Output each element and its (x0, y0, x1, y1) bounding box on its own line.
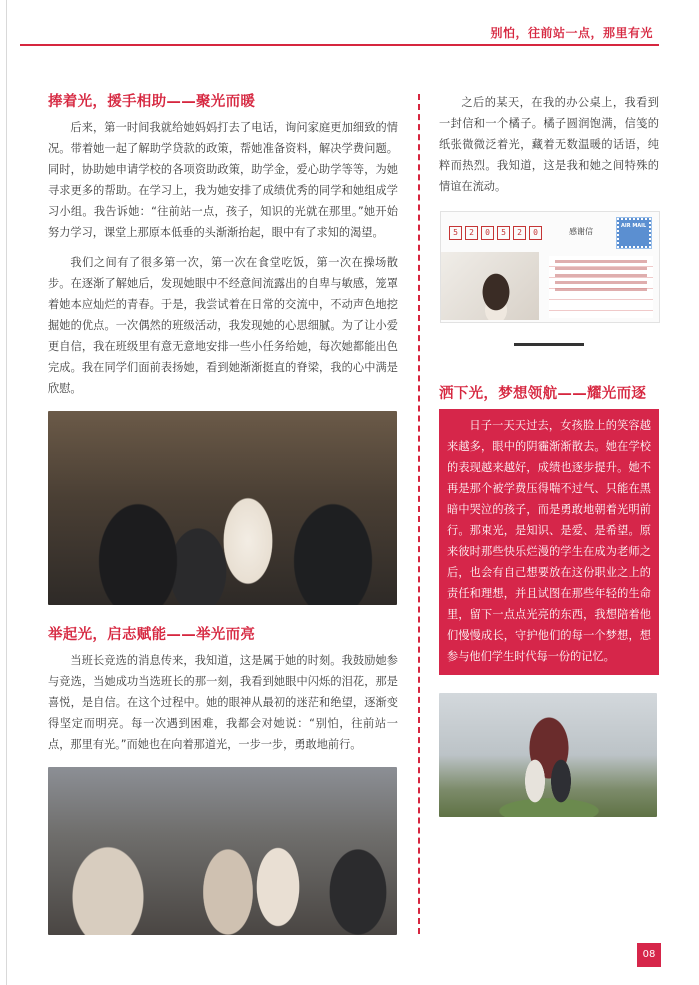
zip-digit: 5 (449, 226, 462, 240)
zip-digit: 2 (513, 226, 526, 240)
outdoor-sculpture-photo (439, 693, 657, 817)
paragraph: 我们之间有了很多第一次，第一次在食堂吃饭，第一次在操场散步。在逐渐了解她后，发现她眼中不经意间流露出的自卑与敏感，笼罩着她本应灿烂的青春。于是，我尝试着在日常的交流中，不动声色地挖掘她的优点。一次偶然的班级活动，我发现她的心思细腻。为了让小爱更自信，我在班级里有意无意地安排一些小任务给她，每次她都能出色完成。我在同学们面前表扬她，看到她渐渐挺直的脊梁，我的心中满是欣慰。 (48, 256, 398, 395)
section-spread-light (439, 382, 659, 675)
section-heading: 洒下光，梦想领航——耀光而逐 (439, 386, 647, 402)
section-heading: 举起光，启志赋能——举光而亮 (48, 627, 256, 643)
zip-digit: 2 (465, 226, 478, 240)
handwritten-note (549, 256, 653, 318)
right-column (439, 92, 659, 817)
left-column (48, 90, 398, 935)
airmail-stamp-icon (617, 218, 651, 248)
header-rule (20, 44, 659, 46)
section-heading: 捧着光，援手相助——聚光而暖 (48, 94, 256, 110)
paragraph: 日子一天天过去，女孩脸上的笑容越来越多，眼中的阴霾渐渐散去。她在学校的表现越来越好，成绩也逐步提升。她不再是那个被学费压得喘不过气、只能在黑暗中哭泣的孩子，而是勇敢地朝着光明前行。那束光，是知识、是爱、是希望。原来彼时那些快乐烂漫的学生在成为老师之后，也会有自己想要放在这份职业之上的责任和理想，并且试图在那些年轻的生命里，留下一点点光亮的东西，我想陪着他们慢慢成长，守护他们的每一个梦想，想参与他们学生时代每一份的记忆。 (447, 419, 651, 663)
running-header-title: 别怕，往前站一点，那里有光 (490, 26, 653, 40)
students-group-photo (48, 411, 397, 605)
short-divider (514, 343, 584, 346)
section-warm-light (48, 90, 398, 605)
paragraph: 后来，第一时间我就给她妈妈打去了电话，询问家庭更加细致的情况。带着她一起了解助学贷款的政策，帮她准备资料，解决学费问题。同时，协助她申请学校的各项资助政策，助学金，爱心助学等等，为她寻求更多的帮助。在学习上，我为她安排了成绩优秀的同学和她组成学习小组。我告诉她：“往前站一点，孩子，知识的光就在那里。”她开始努力学习，课堂上那原本低垂的头渐渐抬起，眼中有了求知的渴望。 (48, 121, 398, 239)
celebration-photo (48, 767, 397, 935)
page-edge-rule (6, 0, 7, 985)
postal-code-boxes (449, 226, 542, 240)
page-number: 08 (637, 943, 661, 967)
zip-digit: 5 (497, 226, 510, 240)
section-raise-light (48, 623, 398, 935)
thanks-letter-label: 感谢信 (569, 227, 593, 236)
column-divider (418, 94, 420, 934)
paragraph: 当班长竞选的消息传来，我知道，这是属于她的时刻。我鼓励她参与竞选，当她成功当选班长的那一刻，我看到她眼中闪烁的泪花，那是喜悦，是自信。在这个过程中。她的眼神从最初的迷茫和绝望，逐渐变得坚定而明亮。每一次遇到困难，我都会对她说：“别怕，往前站一点，那里有光。”而她也在向着那道光，一步一步，勇敢地前行。 (48, 654, 398, 751)
paragraph: 之后的某天，在我的办公桌上，我看到一封信和一个橘子。橘子圆润饱满，信笺的纸张微微泛着光，藏着无数温暖的话语，纯粹而热烈。我知道，这是我和她之间特殊的情谊在流动。 (439, 96, 659, 193)
zip-digit: 0 (481, 226, 494, 240)
highlight-box (439, 409, 659, 675)
thank-you-letter-image (440, 211, 658, 295)
envelope (440, 211, 660, 323)
girl-writing-photo (441, 252, 539, 320)
zip-digit: 0 (529, 226, 542, 240)
